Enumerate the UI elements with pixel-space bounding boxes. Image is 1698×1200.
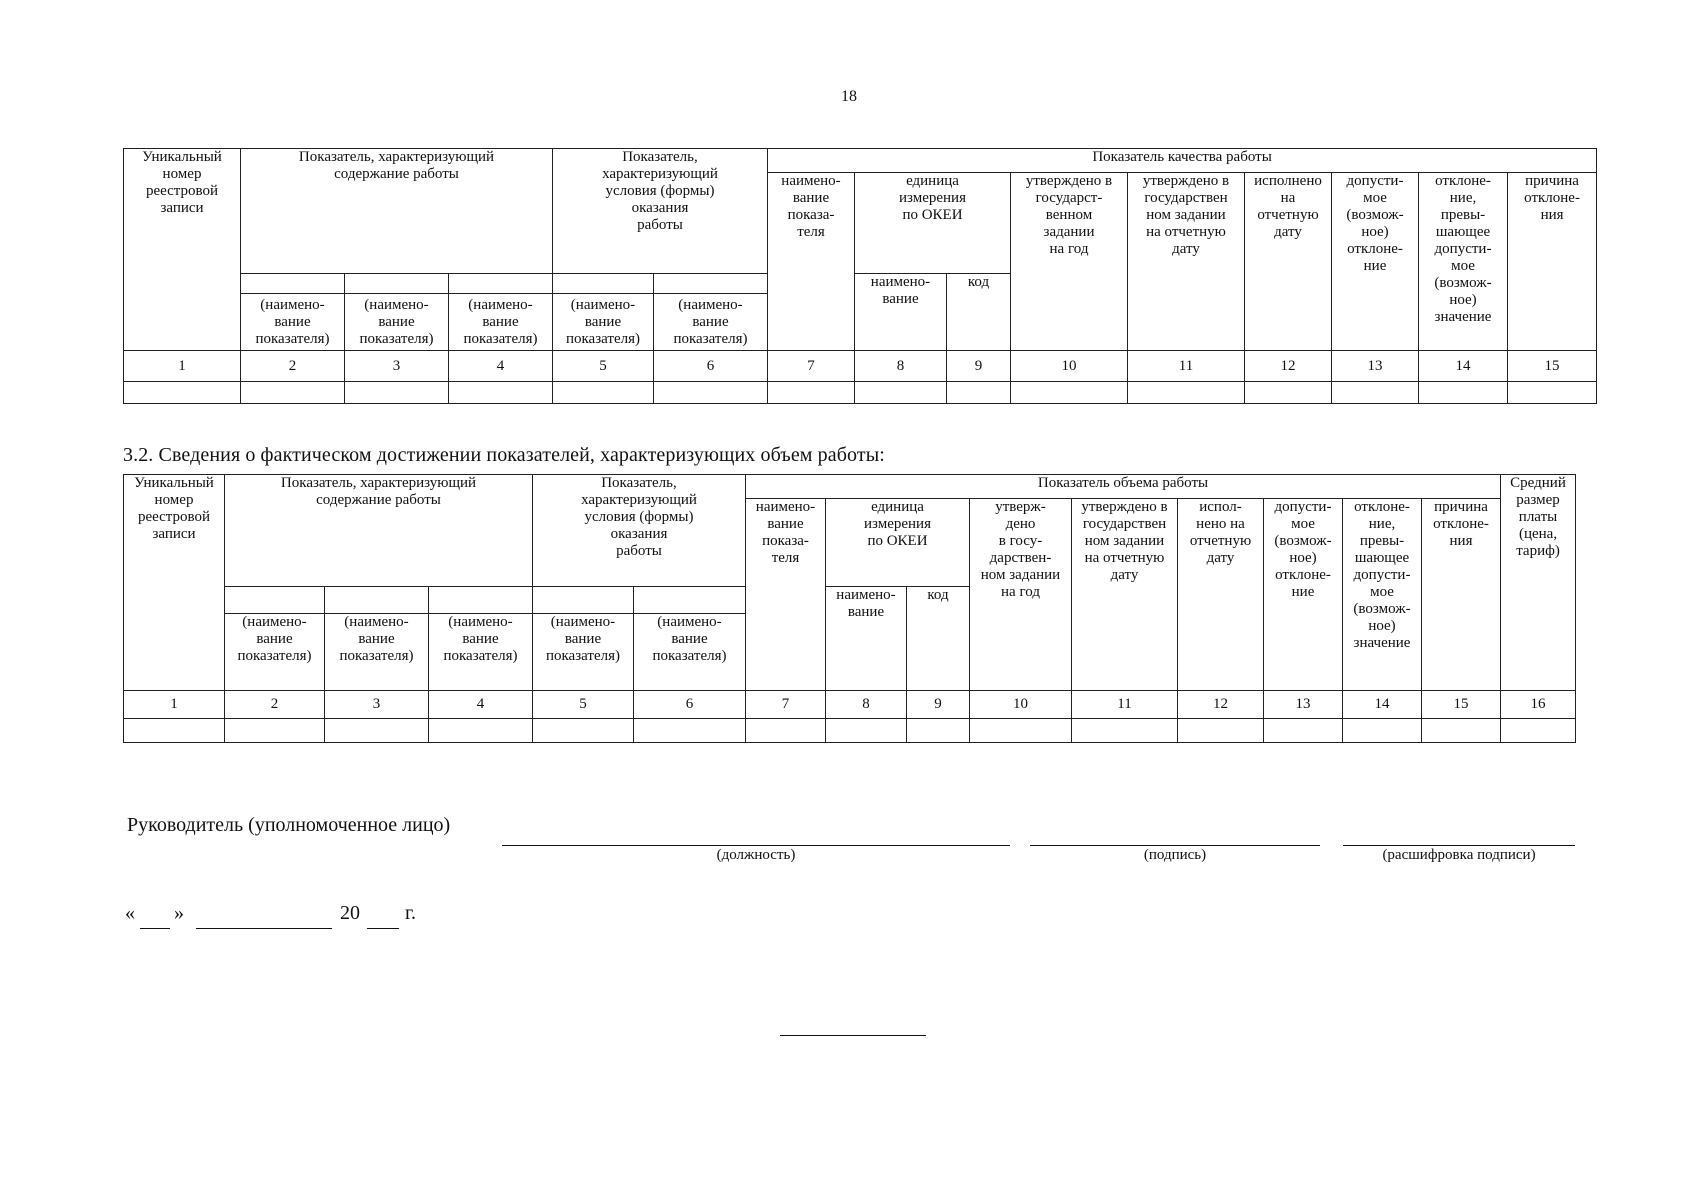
date-close-quote: » [174,902,184,924]
table-row [124,719,1576,743]
column-number: 3 [345,351,449,382]
column-number: 12 [1245,351,1332,382]
data-cell[interactable] [124,719,225,743]
header-unit-name: наимено- вание [855,274,947,351]
header-indicator-name-sub: (наимено- вание показателя) [449,294,553,351]
header-indicator-name-sub: (наимено- вание показателя) [325,614,429,691]
data-cell[interactable] [449,382,553,404]
data-cell[interactable] [768,382,855,404]
header-indicator-name-sub: (наимено- вание показателя) [241,294,345,351]
signature-caption: (подпись) [1143,847,1207,863]
data-cell[interactable] [241,382,345,404]
column-number: 4 [449,351,553,382]
header-content-indicator: Показатель, характеризующий содержание работы [225,475,533,587]
header-unique-record-number: Уникальный номер реестровой записи [124,475,225,691]
header-conditions-indicator: Показатель, характеризующий условия (формы) оказания работы [533,475,746,587]
signature-line[interactable] [1030,845,1320,846]
data-cell[interactable] [947,382,1011,404]
header-unique-record-number: Уникальный номер реестровой записи [124,149,241,351]
data-cell[interactable] [124,382,241,404]
data-cell[interactable] [1422,719,1501,743]
column-number: 11 [1128,351,1245,382]
blank-cell [225,587,325,614]
column-number: 7 [768,351,855,382]
day-line[interactable] [140,928,170,929]
header-allowed-deviation: допусти- мое (возмож- ное) отклоне- ние [1264,499,1343,691]
data-cell[interactable] [654,382,768,404]
data-cell[interactable] [225,719,325,743]
column-number: 8 [855,351,947,382]
header-approved-year: утверждено в государст- венном задании на год [1011,173,1128,351]
data-cell[interactable] [1011,382,1128,404]
header-indicator-name-sub: (наимено- вание показателя) [345,294,449,351]
page-number: 18 [841,88,857,105]
column-number: 10 [970,691,1072,719]
section-title: 3.2. Сведения о фактическом достижении показателей, характеризующих объем работы: [123,444,885,466]
data-cell[interactable] [1264,719,1343,743]
decoding-line[interactable] [1343,845,1575,846]
header-executed: исполнено на отчетную дату [1245,173,1332,351]
column-number: 14 [1343,691,1422,719]
column-number: 5 [553,351,654,382]
blank-cell [449,274,553,294]
header-indicator-name-sub: (наимено- вание показателя) [533,614,634,691]
column-number: 9 [947,351,1011,382]
header-content-indicator: Показатель, характеризующий содержание работы [241,149,553,274]
header-quality-indicator: Показатель качества работы [768,149,1597,173]
data-cell[interactable] [634,719,746,743]
data-cell[interactable] [1178,719,1264,743]
header-volume-indicator: Показатель объема работы [746,475,1501,499]
column-number: 15 [1508,351,1597,382]
header-indicator-name: наимено- вание показа- теля [768,173,855,351]
column-number: 1 [124,691,225,719]
column-number: 9 [907,691,970,719]
position-caption: (должность) [716,847,796,863]
data-cell[interactable] [1343,719,1422,743]
header-average-payment: Средний размер платы (цена, тариф) [1501,475,1576,691]
header-okei-unit: единица измерения по ОКЕИ [826,499,970,587]
year-line[interactable] [367,928,399,929]
data-cell[interactable] [1501,719,1576,743]
header-deviation-reason: причина отклоне- ния [1422,499,1501,691]
date-open-quote: « [125,902,135,924]
column-number: 14 [1419,351,1508,382]
column-number: 5 [533,691,634,719]
data-cell[interactable] [1245,382,1332,404]
month-line[interactable] [196,928,332,929]
header-indicator-name-sub: (наимено- вание показателя) [225,614,325,691]
column-number: 7 [746,691,826,719]
header-allowed-deviation: допусти- мое (возмож- ное) отклоне- ние [1332,173,1419,351]
data-cell[interactable] [855,382,947,404]
header-indicator-name-sub: (наимено- вание показателя) [553,294,654,351]
position-line[interactable] [502,845,1010,846]
blank-cell [429,587,533,614]
date-century: 20 [340,902,360,924]
header-indicator-name-sub: (наимено- вание показателя) [429,614,533,691]
data-cell[interactable] [533,719,634,743]
header-deviation-reason: причина отклоне- ния [1508,173,1597,351]
data-cell[interactable] [746,719,826,743]
header-approved-date: утверждено в государствен ном задании на отчетную дату [1128,173,1245,351]
header-indicator-name-sub: (наимено- вание показателя) [654,294,768,351]
header-conditions-indicator: Показатель, характеризующий условия (формы) оказания работы [553,149,768,274]
decoding-caption: (расшифровка подписи) [1382,847,1536,863]
column-number: 3 [325,691,429,719]
data-cell[interactable] [1332,382,1419,404]
data-cell[interactable] [970,719,1072,743]
blank-cell [654,274,768,294]
header-exceeding-deviation: отклоне- ние, превы- шающее допусти- мое (возмож- ное) значение [1419,173,1508,351]
data-cell[interactable] [907,719,970,743]
column-number: 4 [429,691,533,719]
column-number: 12 [1178,691,1264,719]
column-number: 16 [1501,691,1576,719]
blank-cell [533,587,634,614]
header-approved-date: утверждено в государствен ном задании на отчетную дату [1072,499,1178,691]
header-exceeding-deviation: отклоне- ние, превы- шающее допусти- мое (возмож- ное) значение [1343,499,1422,691]
column-number: 1 [124,351,241,382]
footer-separator [780,1035,926,1036]
volume-indicators-table [123,474,1576,743]
column-number: 15 [1422,691,1501,719]
column-number: 2 [241,351,345,382]
column-number: 13 [1332,351,1419,382]
column-number: 6 [654,351,768,382]
data-cell[interactable] [429,719,533,743]
blank-cell [241,274,345,294]
header-unit-code: код [907,587,970,691]
data-cell[interactable] [1072,719,1178,743]
blank-cell [325,587,429,614]
header-unit-code: код [947,274,1011,351]
column-number: 8 [826,691,907,719]
table-row [124,382,1597,404]
column-number: 13 [1264,691,1343,719]
column-number: 10 [1011,351,1128,382]
header-unit-name: наимено- вание [826,587,907,691]
column-number: 11 [1072,691,1178,719]
signature-label: Руководитель (уполномоченное лицо) [127,814,451,836]
data-cell[interactable] [345,382,449,404]
data-cell[interactable] [1128,382,1245,404]
data-cell[interactable] [826,719,907,743]
data-cell[interactable] [553,382,654,404]
data-cell[interactable] [1419,382,1508,404]
blank-cell [553,274,654,294]
header-indicator-name: наимено- вание показа- теля [746,499,826,691]
header-approved-year: утверж- дено в госу- дарствен- ном задании на год [970,499,1072,691]
header-executed: испол- нено на отчетную дату [1178,499,1264,691]
column-number: 6 [634,691,746,719]
quality-indicators-table [123,148,1597,404]
data-cell[interactable] [1508,382,1597,404]
date-year-suffix: г. [405,902,416,924]
column-number: 2 [225,691,325,719]
blank-cell [345,274,449,294]
blank-cell [634,587,746,614]
header-indicator-name-sub: (наимено- вание показателя) [634,614,746,691]
data-cell[interactable] [325,719,429,743]
header-okei-unit: единица измерения по ОКЕИ [855,173,1011,274]
